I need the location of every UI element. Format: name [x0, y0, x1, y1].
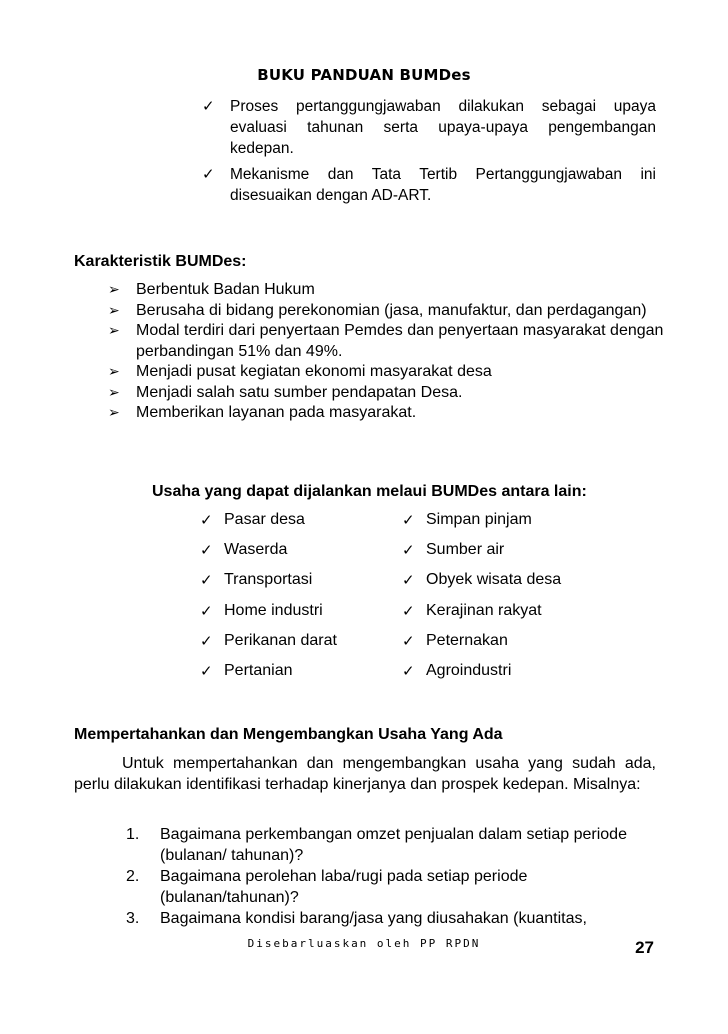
list-number: 3.: [126, 910, 140, 927]
list-item: [126, 866, 656, 908]
page-footer-text: Disebarluaskan oleh PP RPDN: [247, 937, 481, 950]
usaha-item: [402, 662, 511, 680]
list-item: [108, 362, 668, 383]
checkmark-icon: ✓: [402, 571, 415, 590]
arrow-bullet-icon: ➢: [108, 364, 120, 380]
list-item-text: Memberikan layanan pada masyarakat.: [136, 404, 417, 421]
usaha-item-text: Simpan pinjam: [426, 511, 532, 528]
list-item: [126, 824, 656, 866]
checkmark-icon: ✓: [402, 541, 415, 560]
arrow-bullet-icon: ➢: [108, 302, 120, 319]
list-number: 2.: [126, 868, 140, 885]
usaha-row: [200, 511, 660, 541]
checkmark-icon: ✓: [200, 511, 213, 529]
usaha-item: [200, 662, 293, 680]
list-item-text: Modal terdiri dari penyertaan Pemdes dan penyertaan masyarakat dengan perbandingan 51% dan 49%.: [136, 322, 664, 360]
usaha-row: [200, 632, 660, 662]
usaha-item: [402, 632, 508, 650]
list-item: [108, 321, 668, 362]
usaha-item-text: Pertanian: [224, 661, 293, 679]
usaha-row: [200, 662, 660, 692]
checkmark-icon: ✓: [402, 511, 415, 529]
usaha-item: [200, 541, 287, 559]
accountability-list: [202, 96, 656, 211]
mempertahankan-heading: Mempertahankan dan Mengembangkan Usaha Yang Ada: [74, 726, 503, 743]
usaha-row: [200, 602, 660, 632]
checkmark-icon: ✓: [202, 165, 215, 183]
usaha-item: [402, 541, 504, 559]
usaha-heading: Usaha yang dapat dijalankan melaui BUMDes antara lain:: [152, 483, 587, 500]
usaha-item: [200, 602, 323, 620]
usaha-item: [200, 571, 312, 589]
usaha-item-text: Sumber air: [426, 541, 505, 559]
checkmark-icon: ✓: [202, 97, 215, 115]
checkmark-icon: ✓: [402, 601, 415, 620]
checkmark-icon: ✓: [402, 631, 415, 650]
arrow-bullet-icon: ➢: [108, 405, 120, 421]
usaha-item-text: Waserda: [224, 541, 288, 559]
karakteristik-heading: Karakteristik BUMDes:: [74, 253, 247, 270]
arrow-bullet-icon: ➢: [108, 384, 120, 401]
usaha-item: [402, 571, 561, 589]
list-item-text: Proses pertanggungjawaban dilakukan sebagai upaya evaluasi tahunan serta upaya-upaya pengembangan kedepan.: [230, 98, 656, 157]
arrow-bullet-icon: ➢: [108, 323, 120, 339]
usaha-grid: [200, 511, 660, 692]
page-header-title: BUKU PANDUAN BUMDes: [257, 66, 471, 84]
usaha-item-text: Home industri: [224, 601, 323, 619]
checkmark-icon: ✓: [200, 541, 213, 560]
list-item-text: Bagaimana kondisi barang/jasa yang diusahakan (kuantitas,: [160, 910, 587, 927]
list-item-text: Bagaimana perkembangan omzet penjualan dalam setiap periode (bulanan/ tahunan)?: [160, 826, 627, 864]
usaha-item-text: Kerajinan rakyat: [426, 601, 542, 619]
list-number: 1.: [126, 826, 140, 843]
question-list: [126, 824, 656, 929]
page-number: 27: [635, 938, 654, 957]
usaha-item: [402, 511, 532, 529]
usaha-item: [200, 632, 337, 650]
checkmark-icon: ✓: [200, 661, 213, 680]
list-item: [108, 383, 668, 404]
usaha-item-text: Transportasi: [224, 571, 313, 589]
list-item: [108, 301, 668, 322]
usaha-row: [200, 571, 660, 601]
list-item-text: Menjadi salah satu sumber pendapatan Desa.: [136, 383, 463, 401]
list-item: [202, 164, 656, 206]
usaha-item-text: Peternakan: [426, 631, 508, 649]
usaha-item-text: Pasar desa: [224, 511, 305, 528]
mempertahankan-paragraph: Untuk mempertahankan dan mengembangkan usaha yang sudah ada, perlu dilakukan identifikasi terhadap kinerjanya dan prospek kedepan. Misalnya:: [74, 755, 656, 793]
checkmark-icon: ✓: [402, 661, 415, 680]
list-item-text: Mekanisme dan Tata Tertib Pertanggungjawaban ini disesuaikan dengan AD-ART.: [230, 166, 656, 204]
list-item: [108, 403, 668, 424]
usaha-row: [200, 541, 660, 571]
karakteristik-list: [108, 280, 668, 424]
arrow-bullet-icon: ➢: [108, 282, 120, 298]
list-item-text: Berusaha di bidang perekonomian (jasa, manufaktur, dan perdagangan): [136, 301, 647, 319]
list-item: [126, 908, 656, 929]
list-item-text: Bagaimana perolehan laba/rugi pada setiap periode (bulanan/tahunan)?: [160, 868, 528, 906]
checkmark-icon: ✓: [200, 601, 213, 620]
list-item-text: Berbentuk Badan Hukum: [136, 281, 315, 298]
usaha-item-text: Agroindustri: [426, 661, 512, 679]
usaha-item-text: Perikanan darat: [224, 631, 337, 649]
list-item: [108, 280, 668, 301]
list-item-text: Menjadi pusat kegiatan ekonomi masyarakat desa: [136, 363, 492, 380]
list-item: [202, 96, 656, 159]
usaha-item: [200, 511, 305, 529]
usaha-item: [402, 602, 542, 620]
checkmark-icon: ✓: [200, 631, 213, 650]
checkmark-icon: ✓: [200, 571, 213, 590]
usaha-item-text: Obyek wisata desa: [426, 571, 562, 589]
